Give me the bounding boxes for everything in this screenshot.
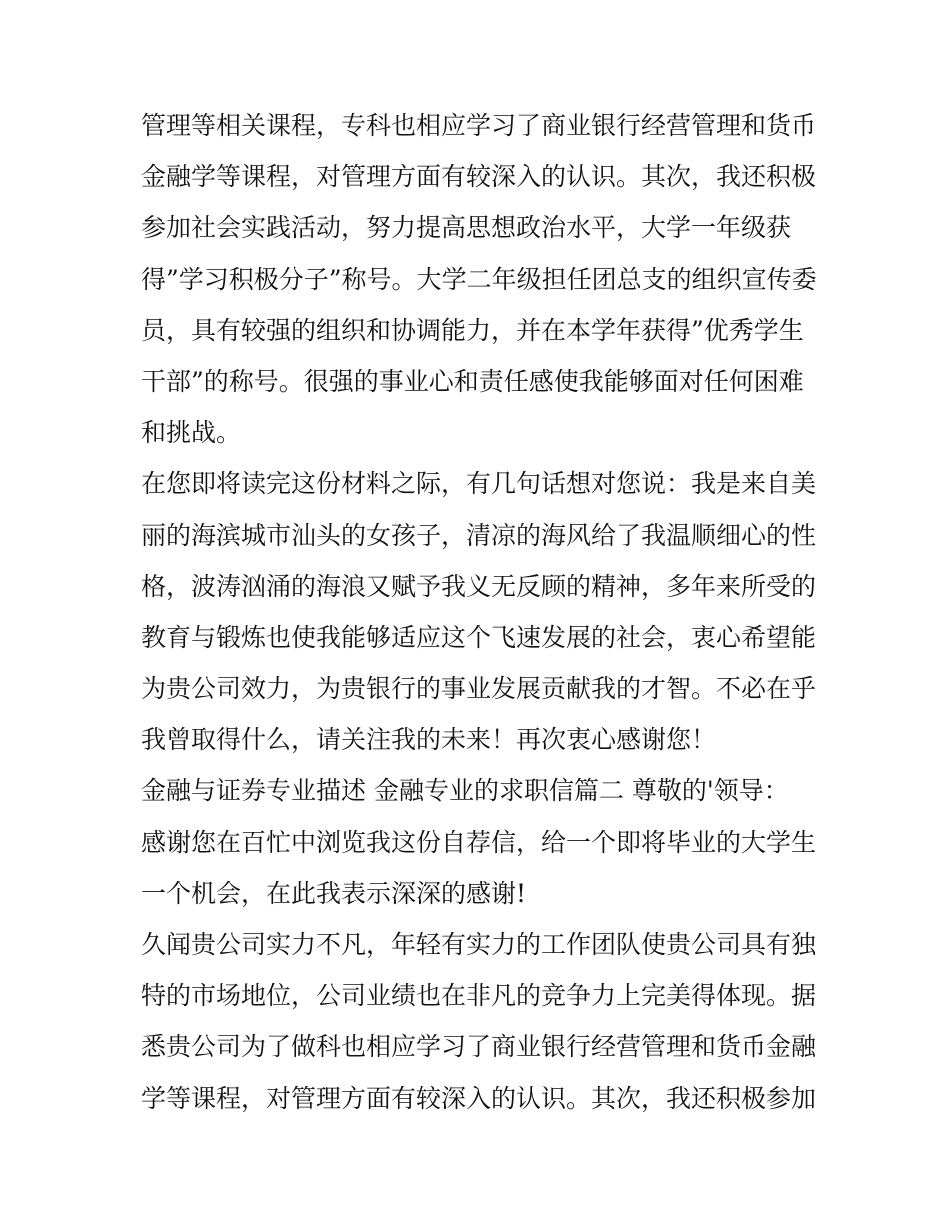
text-line: 一个机会，在此我表示深深的感谢!	[141, 878, 527, 908]
text-line: 学等课程，对管理方面有较深入的认识。其次，我还积极参加	[141, 1083, 817, 1113]
text-line: 感谢您在百忙中浏览我这份自荐信，给一个即将毕业的大学生	[141, 827, 817, 857]
text-line: 参加社会实践活动，努力提高思想政治水平，大学一年级获	[141, 213, 792, 243]
text-line: 丽的海滨城市汕头的女孩子，清凉的海风给了我温顺细心的性	[141, 520, 817, 550]
text-line: 在您即将读完这份材料之际，有几句话想对您说：我是来自美	[141, 469, 817, 499]
text-line: 为贵公司效力，为贵银行的事业发展贡献我的才智。不必在乎	[141, 674, 817, 704]
text-line: 我曾取得什么，请关注我的未来！再次衷心感谢您！	[141, 725, 717, 755]
text-line: 格，波涛汹涌的海浪又赋予我义无反顾的精神，多年来所受的	[141, 571, 817, 601]
text-line: 员，具有较强的组织和协调能力，并在本学年获得”优秀学生	[141, 315, 804, 345]
text-line: 管理等相关课程，专科也相应学习了商业银行经营管理和货币	[141, 111, 817, 140]
text-line: 特的市场地位，公司业绩也在非凡的竞争力上完美得体现。据	[141, 981, 817, 1011]
text-line: 得”学习积极分子”称号。大学二年级担任团总支的组织宣传委	[141, 264, 817, 294]
text-line: 金融学等课程，对管理方面有较深入的认识。其次，我还积极	[141, 162, 817, 192]
text-line: 久闻贵公司实力不凡，年轻有实力的工作团队使贵公司具有独	[141, 930, 817, 959]
text-line: 干部”的称号。很强的事业心和责任感使我能够面对任何困难	[141, 366, 804, 396]
text-line: 和挑战。	[141, 418, 242, 448]
body-text	[141, 100, 821, 1124]
text-line: 金融与证券专业描述 金融专业的求职信篇二 尊敬的'领导：	[141, 776, 789, 806]
text-line: 教育与锻炼也使我能够适应这个飞速发展的社会，衷心希望能	[141, 622, 817, 652]
text-line: 悉贵公司为了做科也相应学习了商业银行经营管理和货币金融	[141, 1032, 817, 1062]
